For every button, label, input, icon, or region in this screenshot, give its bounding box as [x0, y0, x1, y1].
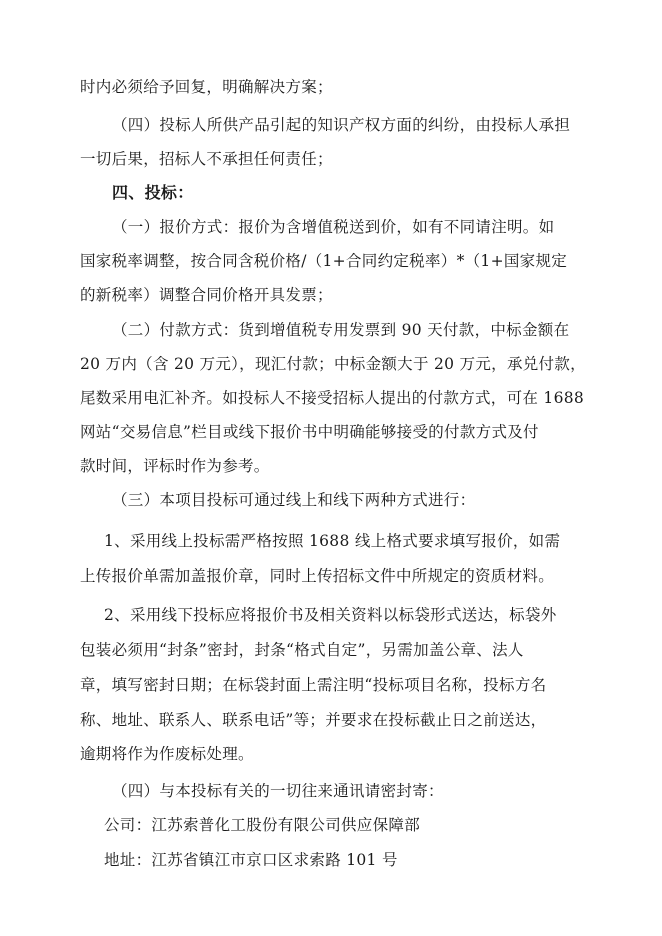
address-line: 地址：江苏省镇江市京口区求索路 101 号 [104, 851, 398, 869]
paragraph-line: 2、采用线下投标应将报价书及相关资料以标袋形式送达，标袋外 [104, 606, 557, 624]
paragraph-line: 时内必须给予回复，明确解决方案； [80, 78, 333, 96]
paragraph-line: 款时间，评标时作为参考。 [80, 457, 270, 475]
paragraph-line: 章，填写密封日期；在标袋封面上需注明“投标项目名称，投标方名 [80, 676, 547, 694]
paragraph-line: （四）投标人所供产品引起的知识产权方面的纠纷，由投标人承担 [112, 116, 571, 134]
section-heading: 四、投标： [112, 183, 194, 202]
paragraph-line: 尾数采用电汇补齐。如投标人不接受招标人提出的付款方式，可在 1688 [80, 389, 585, 407]
paragraph-line: 一切后果，招标人不承担任何责任； [80, 150, 333, 168]
paragraph-line: 网站“交易信息”栏目或线下报价书中明确能够接受的付款方式及付 [80, 423, 539, 441]
paragraph-line: 国家税率调整，按合同含税价格/（1+合同约定税率）*（1+国家规定 [80, 252, 568, 270]
paragraph-line: 1、采用线上投标需严格按照 1688 线上格式要求填写报价，如需 [104, 532, 561, 550]
paragraph-line: （一）报价方式：报价为含增值税送到价，如有不同请注明。如 [112, 218, 555, 236]
paragraph-line: 称、地址、联系人、联系电话”等；并要求在投标截止日之前送达， [80, 711, 547, 729]
paragraph-line: （三）本项目投标可通过线上和线下两种方式进行： [112, 491, 476, 509]
paragraph-line: 20 万内（含 20 万元），现汇付款；中标金额大于 20 万元，承兑付款， [80, 355, 586, 373]
company-line: 公司：江苏索普化工股份有限公司供应保障部 [104, 816, 421, 834]
paragraph-line: （二）付款方式：货到增值税专用发票到 90 天付款，中标金额在 [112, 321, 570, 339]
paragraph-line: 的新税率）调整合同价格开具发票； [80, 286, 333, 304]
paragraph-line: 上传报价单需加盖报价章，同时上传招标文件中所规定的资质材料。 [80, 567, 555, 585]
paragraph-line: 逾期将作为作废标处理。 [80, 745, 254, 763]
paragraph-line: （四）与本投标有关的一切往来通讯请密封寄： [112, 782, 444, 800]
paragraph-line: 包装必须用“封条”密封，封条“格式自定”，另需加盖公章、法人 [80, 641, 524, 659]
